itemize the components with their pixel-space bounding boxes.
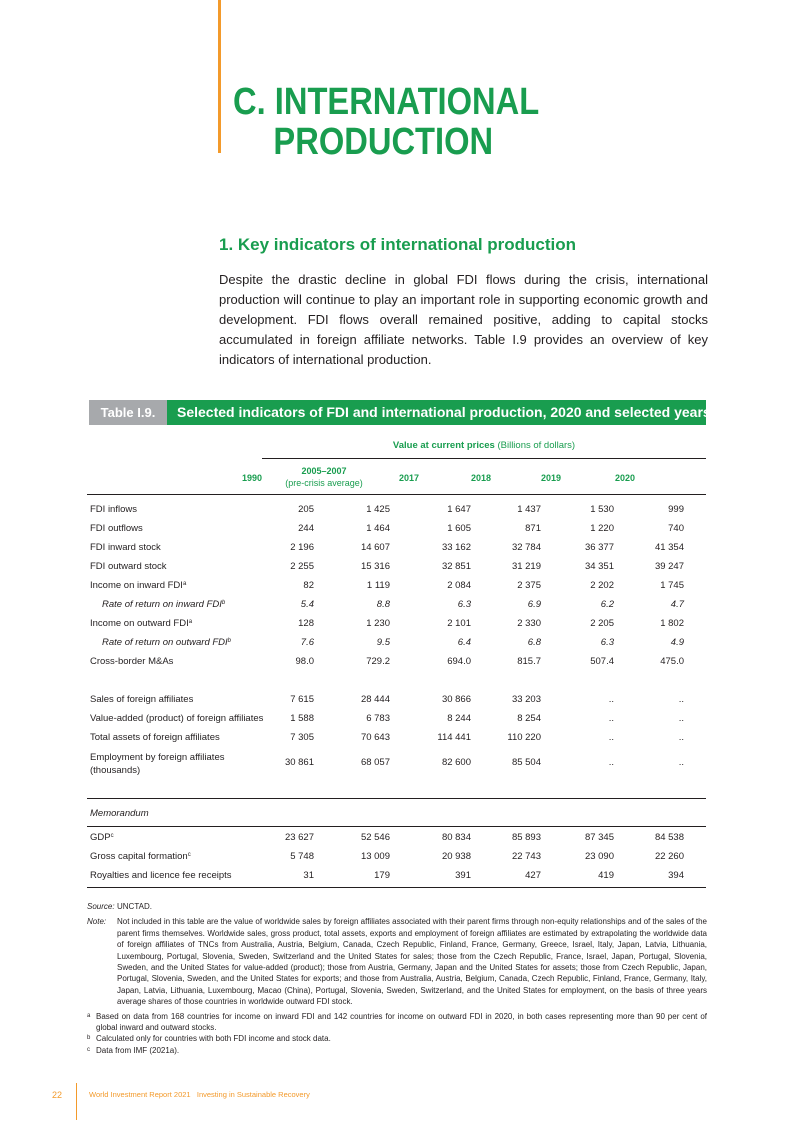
table-cell: 740 xyxy=(668,523,684,534)
table-cell: 2 330 xyxy=(517,618,541,629)
column-header-1 xyxy=(279,465,369,489)
table-cell: 205 xyxy=(298,504,314,515)
table-cell: 5 748 xyxy=(290,851,314,862)
table-cell: 114 441 xyxy=(437,732,471,743)
footnote-marker: c xyxy=(187,852,191,858)
table-cell: 20 938 xyxy=(441,851,471,862)
table-cell: .. xyxy=(678,694,684,705)
table-cell: 8.8 xyxy=(376,599,390,610)
table-cell: .. xyxy=(608,732,614,743)
source-text: UNCTAD. xyxy=(117,902,152,911)
table-cell: 8 244 xyxy=(447,713,471,724)
table-cell: 32 784 xyxy=(511,542,541,553)
footnote-marker: a xyxy=(182,581,187,587)
table-cell: 23 090 xyxy=(584,851,614,862)
column-header-label: 2017 xyxy=(398,473,420,483)
footnote-marker: b xyxy=(227,638,232,644)
row-label-text-2: (thousands) xyxy=(90,765,141,776)
column-header-5 xyxy=(580,472,670,484)
table-cell: 244 xyxy=(298,523,314,534)
row-label xyxy=(90,870,232,881)
chapter-accent-rule xyxy=(218,0,221,153)
table-cell: 14 607 xyxy=(360,542,390,553)
footnote-c-text: Data from IMF (2021a). xyxy=(96,1045,180,1055)
table-caption: Selected indicators of FDI and international production, 2020 and selected years xyxy=(177,404,711,420)
table-cell: 7.6 xyxy=(300,637,314,648)
table-cell: 394 xyxy=(668,870,684,881)
row-label xyxy=(90,732,220,743)
table-cell: 30 866 xyxy=(441,694,471,705)
row-label-text: Income on inward FDI xyxy=(90,580,183,591)
memo-rule-top xyxy=(87,798,706,799)
table-cell: 7 305 xyxy=(290,732,314,743)
table-notes xyxy=(87,901,707,1056)
table-cell: 34 351 xyxy=(584,561,614,572)
table-label: Table I.9. xyxy=(89,400,167,425)
table-cell: 110 220 xyxy=(507,732,541,743)
row-label xyxy=(90,694,193,705)
table-cell: 80 834 xyxy=(441,832,471,843)
header-rule-top xyxy=(262,458,706,459)
chapter-title-line-1: C. INTERNATIONAL xyxy=(233,81,540,123)
table-cell: 2 202 xyxy=(590,580,614,591)
header-rule-bottom xyxy=(87,494,706,495)
row-label-text: FDI outward stock xyxy=(90,561,167,572)
table-cell: 7 615 xyxy=(290,694,314,705)
table-cell: 729.2 xyxy=(366,656,390,667)
memo-rule-bottom xyxy=(87,826,706,827)
footer-report: World Investment Report 2021 xyxy=(89,1090,191,1099)
row-label-text: Total assets of foreign affiliates xyxy=(90,732,220,743)
source-note xyxy=(87,901,707,912)
table-cell: 6 783 xyxy=(366,713,390,724)
table-cell: 22 743 xyxy=(511,851,541,862)
table-cell: 6.9 xyxy=(527,599,541,610)
footnote-marker: a xyxy=(188,619,193,625)
table-cell: 694.0 xyxy=(447,656,471,667)
value-header-unit: (Billions of dollars) xyxy=(494,440,576,451)
table-cell: .. xyxy=(608,694,614,705)
chapter-title-line-2: PRODUCTION xyxy=(273,121,494,163)
table-rule-end xyxy=(87,887,706,888)
table-cell: 419 xyxy=(598,870,614,881)
row-label-text: Employment by foreign affiliates xyxy=(90,752,225,763)
intro-paragraph: Despite the drastic decline in global FDI flows during the crisis, international production will continue to play an important role in supporting economic growth and development. FDI flows overall remained positive, adding to capital stocks accumulated in foreign affiliate networks. Table I.9 provides an overview of key indicators of international production. xyxy=(219,272,708,367)
table-cell: 475.0 xyxy=(660,656,684,667)
table-cell: 6.3 xyxy=(457,599,471,610)
table-cell: 1 437 xyxy=(517,504,541,515)
note-text: Not included in this table are the value of worldwide sales by foreign affiliates associated with their parent firms through non-equity relationships and of the sales of the parent firms themselves. Worldwide sales, gross product, total assets, exports and employment of foreign affiliates are estimated by extrapolating the worldwide data of foreign affiliates of TNCs from Australia, Austria, Belgium, Canada, Czech Republic, Finland, France, Germany, Greece, Israel, Italy, Japan, Latvia, Lithuania, Luxembourg, Portugal, Slovenia, Sweden, Switzerland and the United States for sales; those from the Czech Republic, France, Israel, Japan, Portugal, Slovenia, Sweden, and the United States for value-added (product); those from Austria, Germany, Japan and the United States for assets; those from Czech Republic, Japan, Portugal, Slovenia, Sweden, and the United States for exports; and those from Australia, Austria, Belgium, Canada, Czech Republic, Finland, France, Germany, Italy, Japan, Latvia, Lithuania, Luxembourg, Macao (China), Portugal, Slovenia, Sweden, Switzerland, and the United States for employment, on the basis of three years average shares of those countries in worldwide outward FDI stock. xyxy=(117,917,707,1007)
table-cell: 1 530 xyxy=(590,504,614,515)
row-label-text: GDP xyxy=(90,832,111,843)
column-header-sub: (pre-crisis average) xyxy=(285,478,363,488)
row-label xyxy=(90,656,173,667)
table-cell: 82 xyxy=(303,580,314,591)
table-cell: 999 xyxy=(668,504,684,515)
footnote-marker: c xyxy=(110,833,114,839)
row-label xyxy=(102,599,225,610)
table-cell: 36 377 xyxy=(584,542,614,553)
column-header-label: 2020 xyxy=(614,473,636,483)
table-cell: 33 203 xyxy=(511,694,541,705)
table-cell: 2 205 xyxy=(590,618,614,629)
row-label-text: FDI inflows xyxy=(90,504,137,515)
table-cell: 871 xyxy=(525,523,541,534)
table-cell: 6.2 xyxy=(600,599,614,610)
row-label-text: Gross capital formation xyxy=(90,851,188,862)
table-cell: 427 xyxy=(525,870,541,881)
table-cell: 30 861 xyxy=(284,757,314,768)
value-header-main: Value at current prices xyxy=(392,440,495,451)
table-cell: 87 345 xyxy=(584,832,614,843)
row-label-text: Sales of foreign affiliates xyxy=(90,694,194,705)
column-header-label: 2005–2007 xyxy=(301,466,347,476)
table-cell: 31 xyxy=(303,870,314,881)
table-cell: .. xyxy=(678,732,684,743)
table-cell: 9.5 xyxy=(376,637,390,648)
row-label-text: Income on outward FDI xyxy=(90,618,189,629)
row-label xyxy=(90,561,167,572)
row-label-text: Cross-border M&As xyxy=(90,656,174,667)
table-cell: 39 247 xyxy=(654,561,684,572)
table-cell: 2 255 xyxy=(290,561,314,572)
table-cell: .. xyxy=(678,757,684,768)
table-cell: 8 254 xyxy=(517,713,541,724)
row-label xyxy=(90,851,191,862)
footnote-marker: b xyxy=(221,600,226,606)
column-header-label: 2019 xyxy=(540,473,562,483)
table-cell: 15 316 xyxy=(360,561,390,572)
footnote-a-text: Based on data from 168 countries for income on inward FDI and 142 countries for income on outward FDI in 2020, in both cases representing more than 90 per cent of global inward and outward stocks. xyxy=(96,1011,707,1033)
table-cell: 1 588 xyxy=(290,713,314,724)
note xyxy=(87,916,707,1007)
row-label xyxy=(90,542,161,553)
value-header xyxy=(262,440,706,451)
table-cell: 1 745 xyxy=(660,580,684,591)
chapter-title xyxy=(233,82,539,162)
row-label-text: Rate of return on outward FDI xyxy=(102,637,228,648)
footnote-b-text: Calculated only for countries with both FDI income and stock data. xyxy=(96,1034,331,1044)
table-cell: 4.7 xyxy=(670,599,684,610)
table-cell: 1 647 xyxy=(447,504,471,515)
table-cell: 391 xyxy=(455,870,471,881)
table-cell: 507.4 xyxy=(590,656,614,667)
table-cell: 22 260 xyxy=(654,851,684,862)
table-cell: 98.0 xyxy=(295,656,314,667)
footnote-a xyxy=(87,1011,707,1034)
row-label xyxy=(102,637,231,648)
row-label xyxy=(90,504,137,515)
table-cell: 128 xyxy=(298,618,314,629)
table-cell: 2 196 xyxy=(290,542,314,553)
table-cell: 85 504 xyxy=(511,757,541,768)
table-cell: 52 546 xyxy=(360,832,390,843)
row-label-text: Rate of return on inward FDI xyxy=(102,599,222,610)
table-cell: 84 538 xyxy=(654,832,684,843)
row-label xyxy=(90,618,192,629)
table-cell: 1 220 xyxy=(590,523,614,534)
row-label xyxy=(90,832,114,843)
table-cell: 4.9 xyxy=(670,637,684,648)
footer-rule xyxy=(76,1083,77,1120)
row-label-text: FDI outflows xyxy=(90,523,143,534)
table-cell: 6.3 xyxy=(600,637,614,648)
table-cell: .. xyxy=(678,713,684,724)
footnote-c xyxy=(87,1045,707,1056)
row-label-text: FDI inward stock xyxy=(90,542,161,553)
table-cell: 23 627 xyxy=(284,832,314,843)
table-cell: 82 600 xyxy=(441,757,471,768)
table-cell: 1 464 xyxy=(366,523,390,534)
table-cell: 1 802 xyxy=(660,618,684,629)
section-heading: 1. Key indicators of international production xyxy=(219,235,577,254)
table-cell: 33 162 xyxy=(441,542,471,553)
table-cell: 1 119 xyxy=(366,580,390,591)
table-cell: 70 643 xyxy=(360,732,390,743)
source-key: Source: xyxy=(87,902,115,911)
table-cell: 6.8 xyxy=(527,637,541,648)
table-cell: 2 101 xyxy=(447,618,471,629)
row-label xyxy=(90,580,186,591)
table-cell: 68 057 xyxy=(360,757,390,768)
row-label xyxy=(90,751,224,777)
table-cell: 41 354 xyxy=(654,542,684,553)
footer-subtitle: Investing in Sustainable Recovery xyxy=(196,1090,310,1099)
note-key: Note: xyxy=(87,917,107,927)
footnote-a-key: a xyxy=(87,1012,91,1019)
table-cell: 815.7 xyxy=(517,656,541,667)
table-cell: 1 605 xyxy=(447,523,471,534)
footer-text xyxy=(89,1090,310,1099)
footnote-c-key: c xyxy=(87,1046,90,1053)
footnote-b xyxy=(87,1033,707,1044)
table-cell: 31 219 xyxy=(511,561,541,572)
row-label-text: Royalties and licence fee receipts xyxy=(90,870,232,881)
table-cell: 1 425 xyxy=(366,504,390,515)
table-cell: 2 084 xyxy=(447,580,471,591)
page-number: 22 xyxy=(52,1090,63,1100)
column-header-label: 2018 xyxy=(470,473,492,483)
table-cell: 2 375 xyxy=(517,580,541,591)
table-cell: 13 009 xyxy=(360,851,390,862)
table-cell: 6.4 xyxy=(457,637,471,648)
footnote-b-key: b xyxy=(87,1035,91,1042)
table-cell: 32 851 xyxy=(441,561,471,572)
row-label-text: Value-added (product) of foreign affiliates xyxy=(90,713,264,724)
column-header-label: 1990 xyxy=(241,473,263,483)
table-cell: 28 444 xyxy=(360,694,390,705)
table-cell: 179 xyxy=(374,870,390,881)
table-cell: .. xyxy=(608,713,614,724)
memorandum-label: Memorandum xyxy=(90,808,149,819)
table-cell: 5.4 xyxy=(300,599,314,610)
table-cell: .. xyxy=(608,757,614,768)
row-label xyxy=(90,523,143,534)
table-cell: 85 893 xyxy=(511,832,541,843)
table-cell: 1 230 xyxy=(366,618,390,629)
